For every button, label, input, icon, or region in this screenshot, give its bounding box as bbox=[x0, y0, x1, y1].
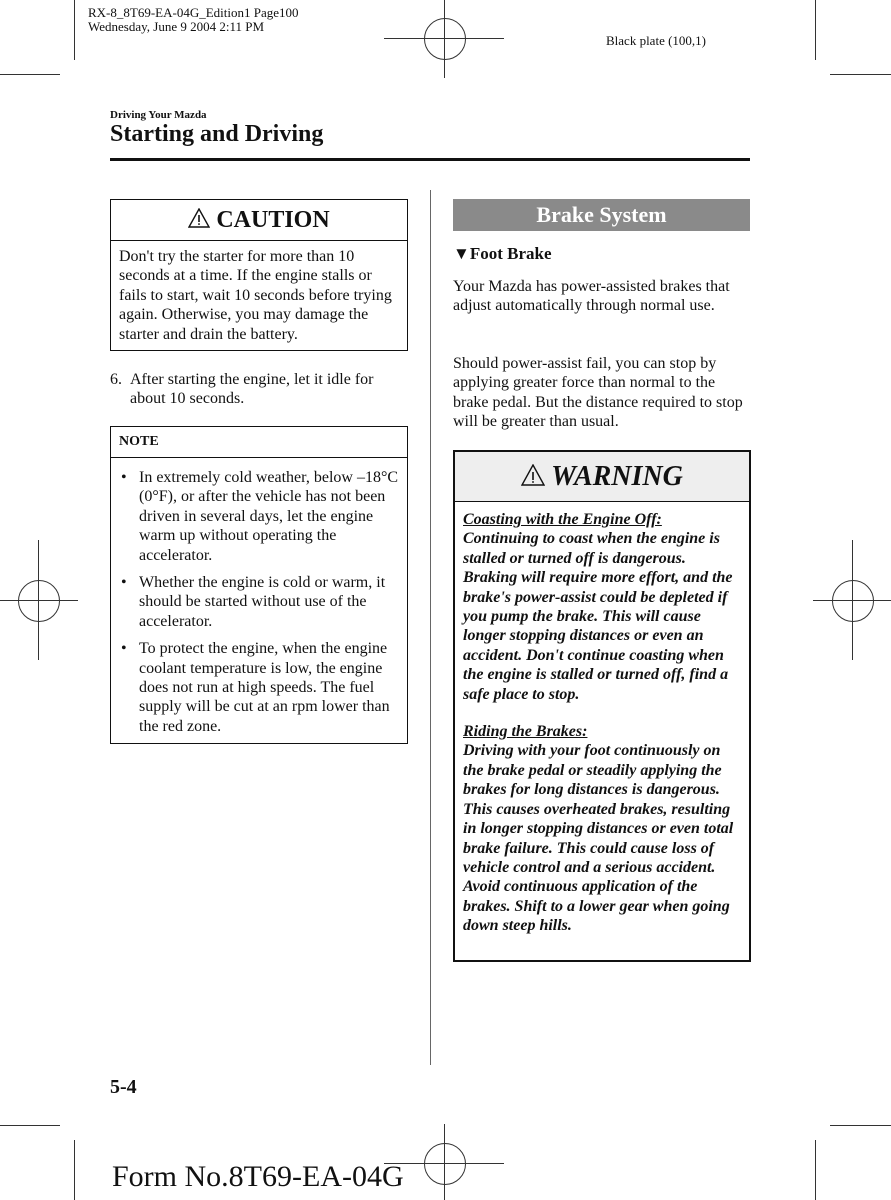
crop-mark bbox=[815, 0, 816, 60]
print-slug-file: RX-8_8T69-EA-04G_Edition1 Page100 bbox=[88, 5, 299, 20]
crop-mark bbox=[815, 1140, 816, 1200]
warning-riding-title: Riding the Brakes: bbox=[463, 723, 588, 741]
section-name: Driving Your Mazda bbox=[110, 109, 207, 121]
brake-paragraph-1: Your Mazda has power-assisted brakes that adjust automatically through normal use. bbox=[453, 278, 730, 315]
form-number: Form No.8T69-EA-04G bbox=[112, 1160, 404, 1193]
crop-mark bbox=[0, 74, 60, 75]
print-slug-date: Wednesday, June 9 2004 2:11 PM bbox=[88, 19, 265, 34]
warning-coasting-title: Coasting with the Engine Off: bbox=[463, 511, 662, 528]
note-item bbox=[119, 573, 399, 631]
page-number: 5-4 bbox=[110, 1076, 137, 1098]
foot-brake-subhead-text: Foot Brake bbox=[469, 244, 552, 263]
warning-triangle-icon bbox=[188, 201, 210, 241]
crop-mark bbox=[0, 1125, 60, 1126]
note-item bbox=[119, 639, 399, 736]
crop-mark bbox=[74, 0, 75, 60]
bullet-icon: • bbox=[121, 640, 127, 658]
bullet-icon: • bbox=[121, 574, 127, 592]
brake-paragraph-2: Should power-assist fail, you can stop by applying greater force than normal to the brake pedal. But the distance required to stop will be greater than usual. bbox=[453, 355, 743, 431]
note-item-text: Whether the engine is cold or warm, it should be started without use of the accelerator. bbox=[139, 574, 386, 630]
warning-box bbox=[453, 450, 751, 962]
crop-mark bbox=[830, 1125, 891, 1126]
step-text: After starting the engine, let it idle for about 10 seconds. bbox=[130, 371, 374, 408]
note-box bbox=[110, 426, 408, 744]
warning-triangle-icon bbox=[521, 453, 545, 502]
note-item-text: To protect the engine, when the engine coolant temperature is low, the engine does not run at high speeds. The fuel supply will be cut at an rpm lower than the red zone. bbox=[139, 640, 390, 735]
caution-text: Don't try the starter for more than 10 seconds at a time. If the engine stalls or fails to start, wait 10 seconds before trying again. Otherwise, you may damage the starter and drain the battery. bbox=[119, 248, 392, 343]
crop-mark bbox=[830, 74, 891, 75]
bullet-icon: • bbox=[121, 469, 127, 486]
title-rule bbox=[110, 158, 750, 161]
note-heading: NOTE bbox=[111, 427, 407, 458]
warning-heading-text: WARNING bbox=[551, 461, 683, 492]
foot-brake-subhead bbox=[453, 244, 552, 264]
plate-label: Black plate (100,1) bbox=[606, 33, 706, 48]
caution-heading bbox=[111, 200, 407, 241]
warning-body bbox=[455, 502, 749, 936]
warning-riding-text: Driving with your foot continuously on the brake pedal or steadily applying the brakes for long distances is dangerous. This causes overheated brakes, resulting in longer stopping distances or even total brake failure. This could cause loss of vehicle control and a serious accident. Avoid continuous application of the brakes. Shift to a lower gear when going down steep hills. bbox=[463, 742, 734, 935]
caution-heading-text: CAUTION bbox=[216, 207, 330, 233]
caution-box bbox=[110, 199, 408, 351]
note-item bbox=[119, 468, 399, 565]
warning-heading bbox=[455, 452, 749, 502]
warning-coasting-text: Continuing to coast when the engine is stalled or turned off is dangerous. Braking will require more effort, and the brake's power-assist could be depleted if you pump the brake. This will cause longer stopping distances or even an accident. Don't continue coasting when the engine is stalled or turned off, find a safe place to stop. bbox=[463, 530, 733, 703]
warning-spacer bbox=[463, 704, 742, 722]
triangle-down-icon: ▼ bbox=[453, 244, 470, 263]
step-number: 6. bbox=[110, 371, 122, 388]
step-item bbox=[110, 370, 408, 409]
note-list bbox=[111, 458, 407, 736]
brake-section-header: Brake System bbox=[453, 199, 750, 231]
crop-mark bbox=[74, 1140, 75, 1200]
print-slug bbox=[88, 6, 299, 34]
note-item-text: In extremely cold weather, below –18°C (0°F), or after the vehicle has not been driven in several days, let the engine warm up without operating the accelerator. bbox=[139, 469, 399, 564]
page-title: Starting and Driving bbox=[110, 121, 324, 147]
column-divider bbox=[430, 190, 431, 1065]
